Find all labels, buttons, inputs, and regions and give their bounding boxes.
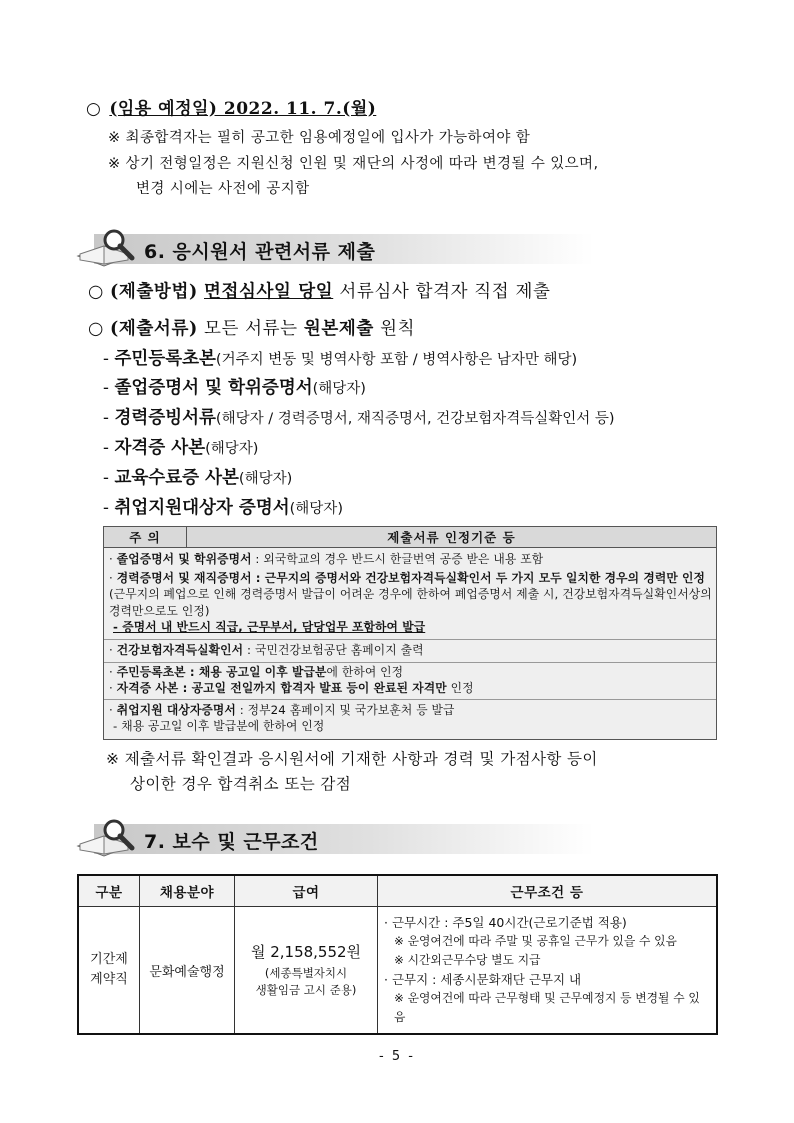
book-magnifier-icon <box>74 816 142 860</box>
submission-method: ○ (제출방법) 면접심사일 당일 서류심사 합격자 직접 제출 <box>88 282 551 302</box>
table-row <box>78 907 717 1035</box>
notice-entry: · 주민등록초본 : 채용 공고일 이후 발급분에 한하여 인정 <box>109 664 404 679</box>
notice-head-right: 제출서류 인정기준 등 <box>187 527 716 547</box>
submission-docs: ○ (제출서류) 모든 서류는 원본제출 원칙 <box>88 319 416 339</box>
section-7-title: 7. 보수 및 근무조건 <box>144 831 319 853</box>
pay-table <box>77 874 718 1035</box>
doc-item: - 경력증빙서류(해당자 / 경력증명서, 재직증명서, 건강보험자격득실확인서 등) <box>103 408 615 428</box>
salary-cell: 월 2,158,552원 (세종특별자치시 생활임금 고시 준용) <box>235 907 378 1035</box>
table-header: 채용분야 <box>140 875 235 907</box>
doc-item: - 취업지원대상자 증명서(해당자) <box>103 498 343 518</box>
appointment-note: ※ 상기 전형일정은 지원신청 인원 및 재단의 사정에 따라 변경될 수 있으며, <box>108 156 599 172</box>
section-6-header <box>74 226 594 270</box>
table-header: 급여 <box>235 875 378 907</box>
appointment-note: ※ 최종합격자는 필히 공고한 임용예정일에 입사가 가능하여야 함 <box>108 130 531 146</box>
notice-box <box>103 526 717 740</box>
employment-field: 문화예술행정 <box>140 907 235 1035</box>
section-6-title: 6. 응시원서 관련서류 제출 <box>144 241 376 263</box>
employment-type: 기간제 계약직 <box>78 907 140 1035</box>
notice-entry: · 졸업증명서 및 학위증명서 : 외국학교의 경우 반드시 한글번역 공증 받은 내용 포함 <box>109 552 544 566</box>
notice-head-left: 주 의 <box>104 527 187 547</box>
page-number: - 5 - <box>379 1049 415 1064</box>
section-7-header <box>74 816 594 860</box>
appointment-note: 변경 시에는 사전에 공지함 <box>136 181 310 197</box>
doc-item: - 자격증 사본(해당자) <box>103 438 259 458</box>
remark-line: ※ 제출서류 확인결과 응시원서에 기재한 사항과 경력 및 가점사항 등이 <box>106 750 598 768</box>
notice-entry: · 취업지원 대상자증명서 : 정부24 홈페이지 및 국가보훈처 등 발급 - 채용 공고일 이후 발급분에 한하여 인정 <box>109 702 455 734</box>
notice-entry: · 자격증 사본 : 공고일 전일까지 합격자 발표 등이 완료된 자격만 인정 <box>109 681 474 696</box>
doc-item: - 주민등록초본(거주지 변동 및 병역사항 포함 / 병역사항은 남자만 해당) <box>103 349 578 369</box>
notice-entry: · 경력증명서 및 재직증명서 : 근무지의 증명서와 건강보험자격득실확인서 두 가지 모두 일치한 경우의 경력만 인정(근무지의 폐업으로 인해 경력증명서 발급이 어려운 경우에 한하여 폐업증명서 제출 시, 건강보험자격득실확인서상의 경력만으로도 인정) - 증명서 내 반드시 직급, 근무부서, 담당업무 포함하여 발급 <box>109 570 712 635</box>
doc-item: - 졸업증명서 및 학위증명서(해당자) <box>103 378 366 398</box>
table-header: 구분 <box>78 875 140 907</box>
notice-entry: · 건강보험자격득실확인서 : 국민건강보험공단 홈페이지 출력 <box>109 642 424 657</box>
work-conditions: · 근무시간 : 주5일 40시간(근로기준법 적용) ※ 운영여건에 따라 주말 및 공휴일 근무가 있을 수 있음 ※ 시간외근무수당 별도 지급 · 근무지 : 세종시문화재단 근무지 내 ※ 운영여건에 따라 근무형태 및 근무예정지 등 변경될 수 있음 <box>378 907 718 1035</box>
book-magnifier-icon <box>74 226 142 270</box>
appointment-heading: ○ (임용 예정일) 2022. 11. 7.(월) <box>86 99 377 119</box>
doc-item: - 교육수료증 사본(해당자) <box>103 468 293 488</box>
table-header: 근무조건 등 <box>378 875 718 907</box>
remark-line: 상이한 경우 합격취소 또는 감점 <box>130 775 352 793</box>
